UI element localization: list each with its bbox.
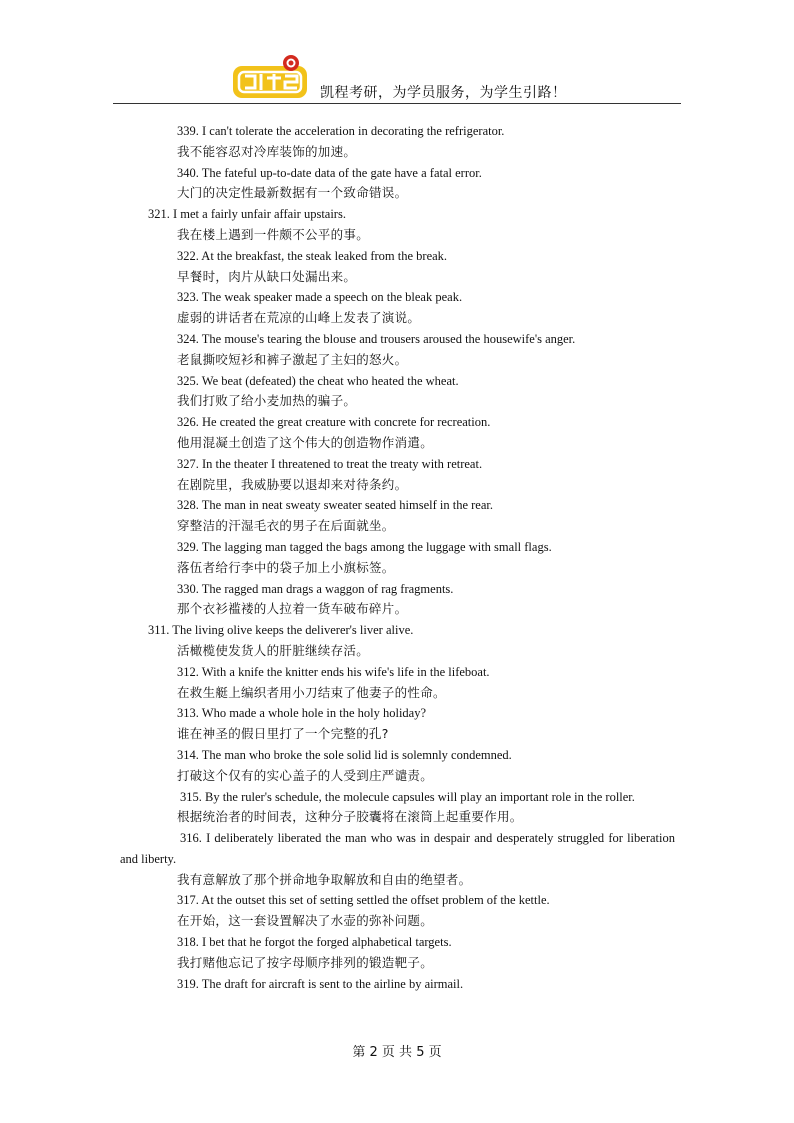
- sentence-line: 316. I deliberately liberated the man who was in despair and desperately struggled for liberation and liberty.: [120, 831, 675, 866]
- page-number: 第 2 页 共 5 页: [352, 1045, 442, 1060]
- sentence-line: 340. The fateful up-to-date data of the gate have a fatal error.: [177, 165, 482, 180]
- sentence-line: 329. The lagging man tagged the bags among the luggage with small flags.: [177, 539, 552, 554]
- sentence-line: 314. The man who broke the sole solid lid is solemnly condemned.: [177, 747, 512, 762]
- translation-line: 我有意解放了那个拼命地争取解放和自由的绝望者。: [177, 871, 472, 887]
- translation-line: 我在楼上遇到一件颇不公平的事。: [177, 226, 370, 242]
- sentence-line: 328. The man in neat sweaty sweater seated himself in the rear.: [177, 498, 493, 513]
- translation-line: 大门的决定性最新数据有一个致命错误。: [177, 185, 408, 201]
- translation-line: 在开始，这一套设置解决了水壶的弥补问题。: [177, 913, 434, 929]
- translation-line: 在救生艇上编织者用小刀结束了他妻子的性命。: [177, 684, 446, 700]
- sentence-line: 315. By the ruler's schedule, the molecule capsules will play an important role in the roller.: [180, 789, 635, 804]
- translation-line: 他用混凝土创造了这个伟大的创造物作消遣。: [177, 434, 434, 450]
- sentence-line: 326. He created the great creature with concrete for recreation.: [177, 415, 491, 430]
- translation-line: 那个衣衫褴褛的人拉着一货车破布碎片。: [177, 601, 408, 617]
- translation-line: 早餐时，肉片从缺口处漏出来。: [177, 268, 357, 284]
- translation-line: 活橄榄使发货人的肝脏继续存活。: [177, 642, 370, 658]
- translation-line: 落伍者给行李中的袋子加上小旗标签。: [177, 559, 395, 575]
- kaicheng-logo: [231, 52, 309, 102]
- translation-line: 根据统治者的时间表，这种分子胶囊将在滚筒上起重要作用。: [177, 809, 523, 825]
- sentence-line: 330. The ragged man drags a waggon of rag fragments.: [177, 581, 454, 596]
- sentence-line: 318. I bet that he forgot the forged alphabetical targets.: [177, 935, 452, 950]
- page-header: [113, 52, 681, 105]
- sentence-line: 324. The mouse's tearing the blouse and trousers aroused the housewife's anger.: [177, 331, 576, 346]
- sentence-line: 321. I met a fairly unfair affair upstairs.: [148, 207, 346, 222]
- translation-line: 谁在神圣的假日里打了一个完整的孔?: [177, 726, 389, 742]
- translation-line: 我们打败了给小麦加热的骗子。: [177, 393, 357, 409]
- translation-line: 我不能容忍对冷库装饰的加速。: [177, 143, 357, 159]
- sentence-line: 339. I can't tolerate the acceleration in decorating the refrigerator.: [177, 124, 505, 138]
- header-divider: [113, 103, 681, 104]
- sentence-line: 325. We beat (defeated) the cheat who heated the wheat.: [177, 373, 459, 388]
- translation-line: 在剧院里，我威胁要以退却来对待条约。: [177, 476, 408, 492]
- sentence-line: 327. In the theater I threatened to treat the treaty with retreat.: [177, 456, 483, 471]
- translation-line: 老鼠撕咬短衫和裤子激起了主妇的怒火。: [177, 351, 408, 367]
- sentence-line: 313. Who made a whole hole in the holy holiday?: [177, 706, 427, 721]
- sentence-line: 319. The draft for aircraft is sent to the airline by airmail.: [177, 976, 464, 991]
- sentence-line: 323. The weak speaker made a speech on the bleak peak.: [177, 290, 463, 305]
- translation-line: 虚弱的讲话者在荒凉的山峰上发表了演说。: [177, 310, 421, 326]
- translation-line: 我打赌他忘记了按字母顺序排列的锻造靶子。: [177, 954, 434, 970]
- translation-line: 穿整洁的汗湿毛衣的男子在后面就坐。: [177, 518, 395, 534]
- header-slogan: 凯程考研，为学员服务，为学生引路！: [320, 85, 567, 101]
- translation-line: 打破这个仅有的实心盖子的人受到庄严谴责。: [177, 767, 434, 783]
- sentence-line: 322. At the breakfast, the steak leaked from the break.: [177, 248, 448, 263]
- document-body: [120, 121, 675, 994]
- sentence-line: 311. The living olive keeps the deliverer's liver alive.: [148, 623, 414, 638]
- sentence-line: 312. With a knife the knitter ends his wife's life in the lifeboat.: [177, 664, 490, 679]
- sentence-line: 317. At the outset this set of setting settled the offset problem of the kettle.: [177, 893, 550, 908]
